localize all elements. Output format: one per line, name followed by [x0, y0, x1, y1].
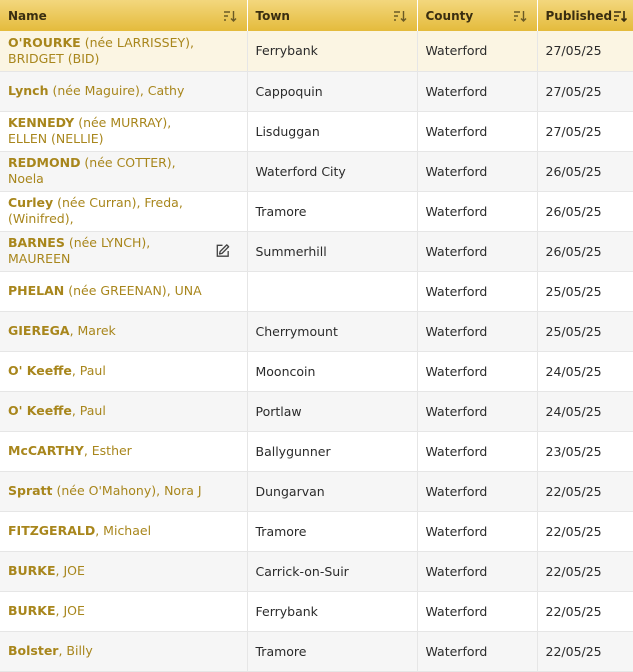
cell-published: 27/05/25: [537, 111, 633, 151]
cell-published: 27/05/25: [537, 71, 633, 111]
column-header-label: Town: [255, 8, 290, 23]
table-row[interactable]: [0, 391, 633, 431]
deceased-surname[interactable]: Curley: [8, 195, 54, 210]
cell-town: Waterford City: [247, 151, 417, 191]
sort-desc-icon[interactable]: [613, 9, 627, 23]
cell-county: Waterford: [417, 391, 537, 431]
cell-county: Waterford: [417, 471, 537, 511]
cell-town: Dungarvan: [247, 471, 417, 511]
table-header-row: [0, 0, 633, 31]
deceased-surname[interactable]: Lynch: [8, 83, 49, 98]
cell-town: Tramore: [247, 631, 417, 671]
deceased-surname[interactable]: BURKE: [8, 603, 56, 618]
cell-published: 26/05/25: [537, 191, 633, 231]
cell-town: Tramore: [247, 191, 417, 231]
cell-county: Waterford: [417, 591, 537, 631]
table-row[interactable]: [0, 111, 633, 151]
cell-town: Tramore: [247, 511, 417, 551]
cell-town: Cappoquin: [247, 71, 417, 111]
cell-town: Carrick-on-Suir: [247, 551, 417, 591]
deceased-forename[interactable]: (née Maguire), Cathy: [48, 83, 185, 98]
cell-name[interactable]: [0, 511, 247, 551]
edit-icon[interactable]: [214, 243, 231, 260]
deceased-forename[interactable]: (née O'Mahony), Nora J: [52, 483, 202, 498]
cell-published: 22/05/25: [537, 471, 633, 511]
cell-published: 23/05/25: [537, 431, 633, 471]
deceased-forename[interactable]: (née LARRISSEY), BRIDGET (BID): [8, 34, 194, 66]
cell-name[interactable]: [0, 551, 247, 591]
cell-name[interactable]: [0, 471, 247, 511]
table-row[interactable]: [0, 351, 633, 391]
deceased-forename[interactable]: , Paul: [71, 403, 106, 418]
deceased-surname[interactable]: O' Keeffe: [8, 403, 72, 418]
cell-name[interactable]: [0, 631, 247, 671]
cell-county: Waterford: [417, 71, 537, 111]
deceased-surname[interactable]: PHELAN: [8, 283, 65, 298]
sort-icon[interactable]: [513, 9, 527, 23]
table-body: [0, 31, 633, 671]
deceased-surname[interactable]: BURKE: [8, 563, 56, 578]
sort-icon[interactable]: [393, 9, 407, 23]
deceased-forename[interactable]: (née GREENAN), UNA: [64, 283, 202, 298]
cell-published: 26/05/25: [537, 151, 633, 191]
table-row[interactable]: [0, 271, 633, 311]
table-row[interactable]: [0, 191, 633, 231]
cell-name[interactable]: [0, 591, 247, 631]
cell-name[interactable]: [0, 191, 247, 231]
cell-county: Waterford: [417, 231, 537, 271]
table-row[interactable]: [0, 471, 633, 511]
deceased-surname[interactable]: Spratt: [8, 483, 53, 498]
cell-county: Waterford: [417, 631, 537, 671]
cell-published: 25/05/25: [537, 271, 633, 311]
deceased-surname[interactable]: Bolster: [8, 643, 59, 658]
cell-town: Cherrymount: [247, 311, 417, 351]
table-row[interactable]: [0, 311, 633, 351]
cell-town: Summerhill: [247, 231, 417, 271]
column-header-published[interactable]: [537, 0, 633, 31]
table-row[interactable]: [0, 631, 633, 671]
cell-published: 22/05/25: [537, 591, 633, 631]
cell-town: [247, 271, 417, 311]
cell-town: Ballygunner: [247, 431, 417, 471]
deceased-forename[interactable]: , JOE: [55, 603, 85, 618]
sort-icon[interactable]: [223, 9, 237, 23]
deceased-forename[interactable]: , Esther: [83, 443, 132, 458]
column-header-county[interactable]: [417, 0, 537, 31]
cell-published: 24/05/25: [537, 391, 633, 431]
cell-published: 25/05/25: [537, 311, 633, 351]
cell-name[interactable]: [0, 151, 247, 191]
deceased-forename[interactable]: , JOE: [55, 563, 85, 578]
table-row[interactable]: [0, 551, 633, 591]
cell-published: 24/05/25: [537, 351, 633, 391]
deceased-surname[interactable]: BARNES: [8, 235, 65, 250]
column-header-label: County: [425, 8, 474, 23]
cell-county: Waterford: [417, 431, 537, 471]
cell-name[interactable]: [0, 31, 247, 71]
cell-name[interactable]: [0, 351, 247, 391]
deceased-surname[interactable]: REDMOND: [8, 155, 81, 170]
cell-county: Waterford: [417, 511, 537, 551]
table-row[interactable]: [0, 431, 633, 471]
deceased-forename[interactable]: (née Curran), Freda, (Winifred),: [8, 195, 183, 226]
cell-name[interactable]: [0, 391, 247, 431]
deceased-forename[interactable]: , Marek: [69, 323, 116, 338]
cell-county: Waterford: [417, 151, 537, 191]
cell-name[interactable]: [0, 311, 247, 351]
deceased-forename[interactable]: , Paul: [71, 363, 106, 378]
deceased-forename[interactable]: (née COTTER), Noela: [8, 155, 176, 186]
cell-county: Waterford: [417, 191, 537, 231]
cell-published: 22/05/25: [537, 631, 633, 671]
deceased-forename[interactable]: , Billy: [58, 643, 93, 658]
table-row[interactable]: [0, 591, 633, 631]
cell-county: Waterford: [417, 271, 537, 311]
column-header-town[interactable]: [247, 0, 417, 31]
deceased-forename[interactable]: (née LYNCH), MAUREEN: [8, 235, 151, 266]
table-row[interactable]: [0, 231, 633, 271]
cell-published: 22/05/25: [537, 551, 633, 591]
cell-county: Waterford: [417, 551, 537, 591]
deceased-surname[interactable]: FITZGERALD: [8, 523, 96, 538]
column-header-label: Published: [545, 8, 613, 23]
deceased-forename[interactable]: (née MURRAY), ELLEN (NELLIE): [8, 115, 172, 146]
cell-published: 22/05/25: [537, 511, 633, 551]
cell-town: Ferrybank: [247, 591, 417, 631]
table-row[interactable]: [0, 31, 633, 71]
cell-town: Mooncoin: [247, 351, 417, 391]
cell-county: Waterford: [417, 111, 537, 151]
table-row[interactable]: [0, 151, 633, 191]
deceased-forename[interactable]: , Michael: [95, 523, 152, 538]
cell-county: Waterford: [417, 311, 537, 351]
deceased-surname[interactable]: GIEREGA: [8, 323, 70, 338]
cell-name[interactable]: [0, 431, 247, 471]
cell-county: Waterford: [417, 31, 537, 71]
deceased-surname[interactable]: O'ROURKE: [8, 34, 81, 50]
cell-published: 26/05/25: [537, 231, 633, 271]
cell-name[interactable]: [0, 271, 247, 311]
cell-name[interactable]: [0, 231, 247, 271]
cell-town: Ferrybank: [247, 31, 417, 71]
cell-town: Lisduggan: [247, 111, 417, 151]
column-header-label: Name: [8, 8, 47, 23]
column-header-name[interactable]: [0, 0, 247, 31]
deceased-surname[interactable]: KENNEDY: [8, 115, 75, 130]
cell-name[interactable]: [0, 111, 247, 151]
cell-county: Waterford: [417, 351, 537, 391]
deceased-surname[interactable]: McCARTHY: [8, 443, 84, 458]
cell-name[interactable]: [0, 71, 247, 111]
deceased-surname[interactable]: O' Keeffe: [8, 363, 72, 378]
cell-published: 27/05/25: [537, 31, 633, 71]
table-row[interactable]: [0, 511, 633, 551]
cell-town: Portlaw: [247, 391, 417, 431]
table-row[interactable]: [0, 71, 633, 111]
